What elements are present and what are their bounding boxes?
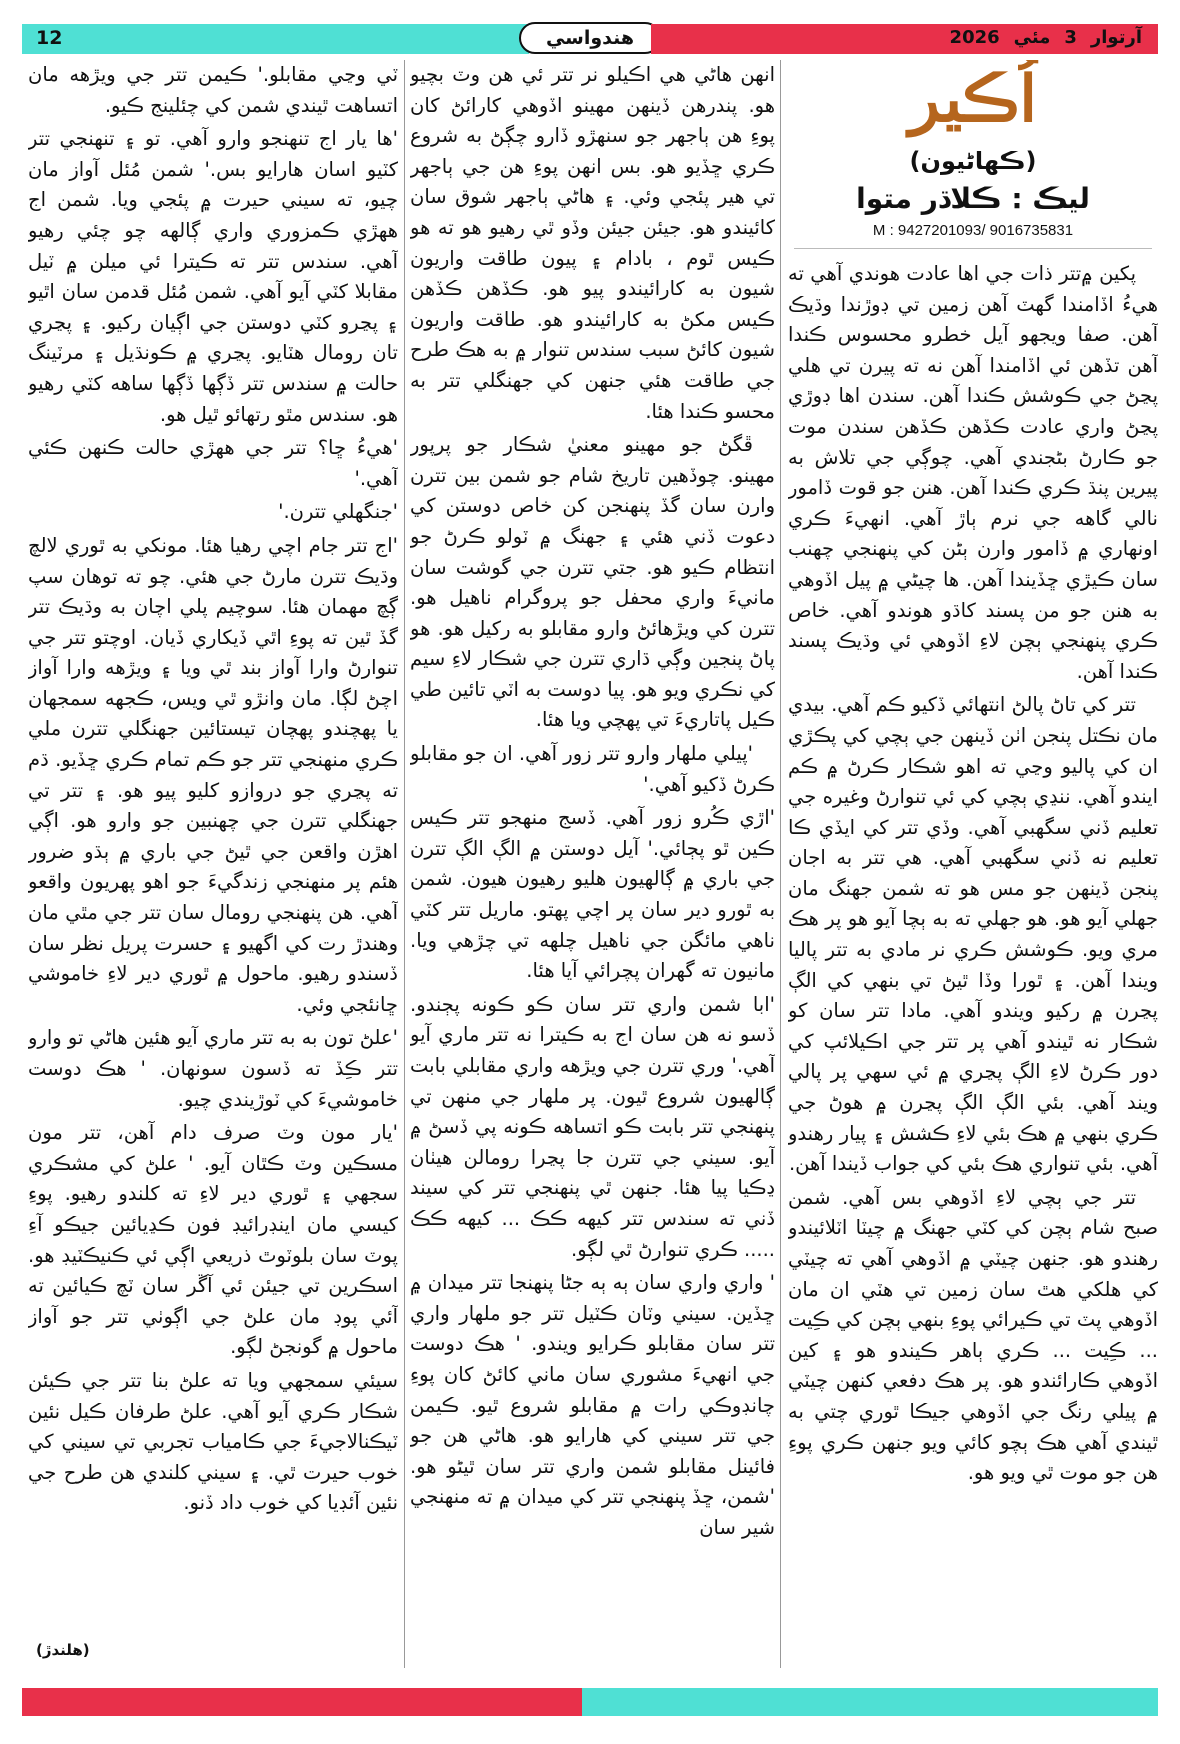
- header-masthead-area: [529, 24, 651, 54]
- page-header: [22, 24, 1158, 54]
- paragraph: تتر جي ٻچي لاءِ اڏوهي بس آهي. شمن صبح شام ٻچن کي کٽي جهنگ ۾ چيٽا اٽلائيندو رهندو هو. جنهن چيٽي ۾ اڏوهي آهي ته چيٽي کي هلکي هٿ سان زمين تي هٽي ان مان اڏوهي پٽ تي ڪيرائي پوءِ بنهي ٻچن کي ڪِيت ... ڪِيت ... ڪري ٻاهر ڪيندو هو ۽ کين اڏوهي ڪارائندو هو. پر هڪ دفعي کنهن چيٽي ۾ پيلي رنگ جي اڏوهي جيڪا ٿوري چتي به ٿيندي آهي هڪ ٻچو کائي ويو جنهن ڪري پوءِ هن جو موت ٿي ويو هو.: [788, 1185, 1158, 1485]
- story-heading: [788, 60, 1158, 249]
- column-middle: [410, 60, 775, 1672]
- paragraph: سيئي سمجهي ويا ته علڻ بنا تتر جي ڪيئن شڪار ڪري آيو آهي. علڻ طرفان ڪيل نئين ٽيڪنالاجيءَ جي ڪامياب تجربي تي سيني کي خوب حيرت ٿي. ۽ سيني کلندي هن طرح جي نئين آئڊيا کي خوب داد ڏنو.: [28, 1368, 398, 1515]
- paragraph: تتر کي تاڻ پالڻ انتهائي ڏکيو ڪم آهي. بيدي مان نڪتل پنجن اٺن ڏينهن جي ٻچي کي پڪڙي ان کي پاليو وڃي ته اهو شڪار ڪرڻ ۾ ڪم ايندو آهي. ننڍي ٻچي کي ئي تنوارڻ وغيره جي تعليم ڏني سگهبي آهي. وڏي تتر کي ايڏي ڪا تعليم نه ڏني سگهبي آهي. هي تتر به اجان پنجن ڏينهن جو مس هو ته شمن جهنگ مان جهلي آيو هو. هو جهلي ته به ٻچا آيو هو پر هڪ مري ويو. ڪوشش ڪري نر مادي به تتر پاليا ويندا آهن. ۽ ٿورا وڏا ٿيڻ تي بنهي کي الڳ پڃرن ۾ رکيو ويندو آهي. مادا تتر سان کو شڪار نه ٿيندو آهي پر تتر جي اڪيلائپ کي دور ڪرڻ لاءِ الڳ پڃري ۾ ئي سهي پر پالي ويند آهي. بئي الڳ الڳ پڃرن ۾ هوڻ جي ڪري بنهي ۾ هڪ بئي لاءِ ڪشش ۽ پيار رهندو آهي. بئي تنواري هڪ بئي کي جواب ڏيندا آهن.: [788, 693, 1158, 1176]
- story-author: ليڪ : ڪلاڌر متوا: [856, 182, 1090, 215]
- header-right-band: [651, 24, 1158, 54]
- paragraph: ' واري واري سان ٻه ٻه جڻا پنهنجا تتر ميدان ۾ ڇڏين. سيني وٽان ڪٽيل تتر جو ملهار واري تتر سان مقابلو ڪرايو ويندو. ' هڪ دوست جي انهيءَ مشوري سان ماني کائڻ کان پوءِ چانڊوڪي رات ۾ مقابلو شروع ٿيو. ڪيمن جي تتر سيني کي هارايو هو. هاڻي هن جو فائينل مقابلو شمن واري تتر سان ٿيڻو هو. 'شمن، ڇڏ پنهنجي تتر کي ميدان ۾ ته منهنجي شير سان: [410, 1271, 775, 1539]
- issue-month: مئي: [1013, 27, 1051, 48]
- page-footer: [22, 1688, 1158, 1716]
- paragraph: 'جنگهلي تترن.': [278, 500, 398, 524]
- paragraph: 'اڙي ڪُرو زور آهي. ڏسج منهجو تتر ڪيس ڪين ٿو پڄائي.' آيل دوستن ۾ الڳ الڳ تترن جي باري ۾ ڳالهيون هليو رهيون هيون. شمن به ٿورو دير سان پر اچي پهتو. ماريل تتر کٽي ناهي مائگن جي ناهيل چلهه تي چڙهي ويا. مانيون ته گهران پچرائي آيا هئا.: [410, 806, 775, 983]
- header-left-band: [22, 24, 529, 54]
- issue-date: [950, 27, 1142, 48]
- paragraph: 'ابا شمن واري تتر سان ڪو ڪونه پڄندو. ڏسو نه هن سان اج به ڪيترا نه تتر ماري آيو آهي.' وري تترن جي ويڙهه واري مقابلي بابت ڳالهيون شروع ٿيون. پر ملهار جي منهن تي پنهنجي تتر بابت ڪو اتساهه ڪونه پي ڏسڻ ۾ آيو. سيني جي تترن جا پڃرا رومالن هيٺان ڍڪيا پيا هئا. جنهن ٿي پنهنجي تتر کي سيند ڏني ته سندس تتر کيهه ڪڪ ... کيهه ڪڪ ..... ڪري تنوارڻ ٿي لڳو.: [410, 992, 775, 1261]
- page-number: 12: [36, 27, 63, 49]
- author-mobile: M : 9427201093/ 9016735831: [794, 220, 1152, 249]
- story-title: اُڪير: [909, 62, 1037, 137]
- issue-day: آرتوار: [1090, 27, 1142, 48]
- paragraph: ٽي وڃي مقابلو.' ڪيمن تتر جي ويڙهه مان اتساهت ٿيندي شمن کي چئلينج ڪيو.: [28, 63, 398, 117]
- column-left: [28, 60, 398, 1672]
- paragraph: 'اج تتر جام اچي رهيا هئا. مونکي به ٿوري لالچ وڌيڪ تترن مارڻ جي هئي. چو ته توهان سپ ڳچ مهمان هئا. سوچيم پلي اچان به وڌيڪ تتر گڏ ٿين ته پوءِ اٿي ڏيکاري ڏيان. اوچتو تتر جي تنوارڻ وارا آواز بند ٿي ويا ۽ ويڙهه وارا آواز اچڻ لڳا. مان وانڙو ٿي ويس، ڪجهه سمجهان يا پهچندو پهچان تيستائين جهنگلي تترن ملي ڪري منهنجي تتر جو ڪم تمام ڪري ڇڏيو. ڌم ته پڃري جو دروازو کليو پيو هو. ۽ تتر تي جهنگلي تترن جي چهنبين جو وارو هو. اڳي اهڙن واقعن جي ٿيڻ جي باري ۾ ٻڌو ضرور هئم پر منهنجي زندگيءَ جو اهو پهريون واقعو آهي. هن پنهنجي رومال سان تتر جي مٿي مان وهندڙ رت کي اگهيو ۽ حسرت پريل نظر سان ڏسندو رهيو. ماحول ۾ ٿوري دير لاءِ خاموشي ڇانئجي وئي.: [28, 533, 398, 1016]
- masthead-logo: هندواسي: [519, 22, 661, 54]
- paragraph: 'هيءُ ڇا؟ تتر جي ههڙي حالت ڪنهن ڪئي آهي.': [28, 436, 398, 490]
- paragraph: 'يار مون وٽ صرف دام آهن، تتر مون مسڪين وٽ ڪٿان آيو. ' علڻ کي مشڪري سجهي ۽ ٿوري دير لاءِ ته کلندو رهيو. پوءِ کيسي مان اينڊرائيڊ فون ڪڍيائين جيڪو آءِ پوٽ سان بلوٽوٿ ذريعي اڳي ئي ڪنيڪٽيڊ هو. اسڪرين تي جيئن ئي آڱر سان ٽچ ڪيائين ته آئي پوڊ مان علڻ جي اڳوٺي تتر جو آواز ماحول ۾ گونجڻ لڳو.: [28, 1121, 398, 1359]
- footer-teal-band: [582, 1688, 1158, 1716]
- paragraph: انهن هاڻي هي اڪيلو نر تتر ئي هن وٽ بچيو هو. پندرهن ڏينهن مهينو اڏوهي کارائڻ کان پوءِ هن ٻاجهر جو سنهڙو ڏارو چڳڻ به شروع ڪري ڇڏيو هو. بس انهن پوءِ هن جي ٻاجهر تي هير پئجي وئي. ۽ هاڻي ٻاجهر شوق سان کائيندو هو. جيئن جيئن وڏو ٿي رهيو هو ته هو ڪيس ٿوم ، بادام ۽ پيون طاقت واريون شيون به کارائيندو پيو هو. ڪڏهن ڪڏهن ڪيس مکڻ به کارائيندو هو. طاقت واريون شيون کائڻ سبب سندس تنوار ۾ به هڪ طرح جي طاقت هئي جنهن کي جهنگلي تتر به محسو ڪندا هئا.: [410, 63, 775, 423]
- story-genre: (ڪهاڻيون): [909, 147, 1037, 175]
- paragraph: 'علڻ تون به به تتر ماري آيو هئين هاڻي تو وارو تتر ڪِڏ ته ڏسون سونهان. ' هڪ دوست خاموشيءَ کي ٽوڙيندي چيو.: [28, 1026, 398, 1111]
- issue-date-day: 3: [1064, 27, 1077, 48]
- paragraph: پکين ۾تتر ذات جي اها عادت هوندي آهي ته هيءُ اڏامندا گهٽ آهن زمين تي ڊوڙندا وڌيڪ آهن. صفا ويجهو آيل خطرو محسوس ڪندا آهن تڏهن ئي اڏامندا آهن نه ته پيرن تي هلي پڃڻ جي ڪوشش ڪندا آهن. سندن اها ڊوڙي پڃڻ واري عادت ڪڏهن ڪڏهن سندن موت جو ڪارڻ بڻجندي آهي. چوڳي جي تلاش به پيرين پنڌ ڪري ڪندا آهن. هنن جو قوت ڏامور نالي گاهه جي نرم ٻاڙ آهي. انهيءَ ڪري اونهاري ۾ ڏامور وارن ٻڻن کي پنهنجي چهنب سان ڪيڙي ڇڏيندا آهن. ها چيڻي ۾ پيل اڏوهي به هنن جو من پسند کاڌو هوندو آهي. خاص ڪري پنهنجي ٻچن لاءِ اڏوهي ئي وڌيڪ پسند ڪندا آهن.: [788, 262, 1158, 683]
- article-body: [22, 60, 1158, 1672]
- issue-year: 2026: [949, 27, 1000, 48]
- paragraph: 'ها يار اج تنهنجو وارو آهي. تو ۽ تنهنجي تتر کٽيو اسان هارايو بس.' شمن مُئل آواز مان چيو، ته سيني حيرت ۾ پئجي ويا. شمن اج ههڙي ڪمزوري واري ڳالهه چو چئي رهيو آهي. سندس تتر ته ڪيترا ئي ميلن ۾ ٽيل مقابلا کٽي آيو آهي. شمن مُئل قدمن سان اٿيو ۽ پڃرو کٽي دوستن جي اڳيان رکيو. ۽ پڃري تان رومال هٽايو. پڃري ۾ ڪونڌيل ۽ مرٽينگ حالت ۾ سندس تتر ڏڳها ڏڳها ساهه کٽي رهيو هو. سندس مٿو رتهائو ٿيل هو.: [28, 127, 398, 426]
- footer-red-band: [22, 1688, 582, 1716]
- column-right: [788, 60, 1158, 1672]
- paragraph: ڦگڻ جو مهينو معنيٰ شڪار جو پرپور مهينو. چوڏهين تاريخ شام جو شمن بين تترن وارن سان گڏ پنهنجن کن خاص دوستن کي دعوت ڏني هئي ۽ جهنگ ۾ ٽولو ڪرڻ جو انتظام ڪيو هو. جتي تترن جي گوشت سان مانيءَ واري محفل جو پروگرام ناهيل هو. تترن کي ويڙهائڻ وارو مقابلو به رکيل هو. هو پاڻ پنجين وڳي ڌاري تترن جي شڪار لاءِ سيم کي نڪري ويو هو. پيا دوست به اٽي تائين طي ڪيل پاتاريءَ تي پهچي ويا هئا.: [410, 433, 775, 732]
- paragraph: 'پيلي ملهار وارو تتر زور آهي. ان جو مقابلو ڪرڻ ڏکيو آهي.': [410, 742, 775, 796]
- continued-marker: (هلندڙ): [36, 1641, 90, 1660]
